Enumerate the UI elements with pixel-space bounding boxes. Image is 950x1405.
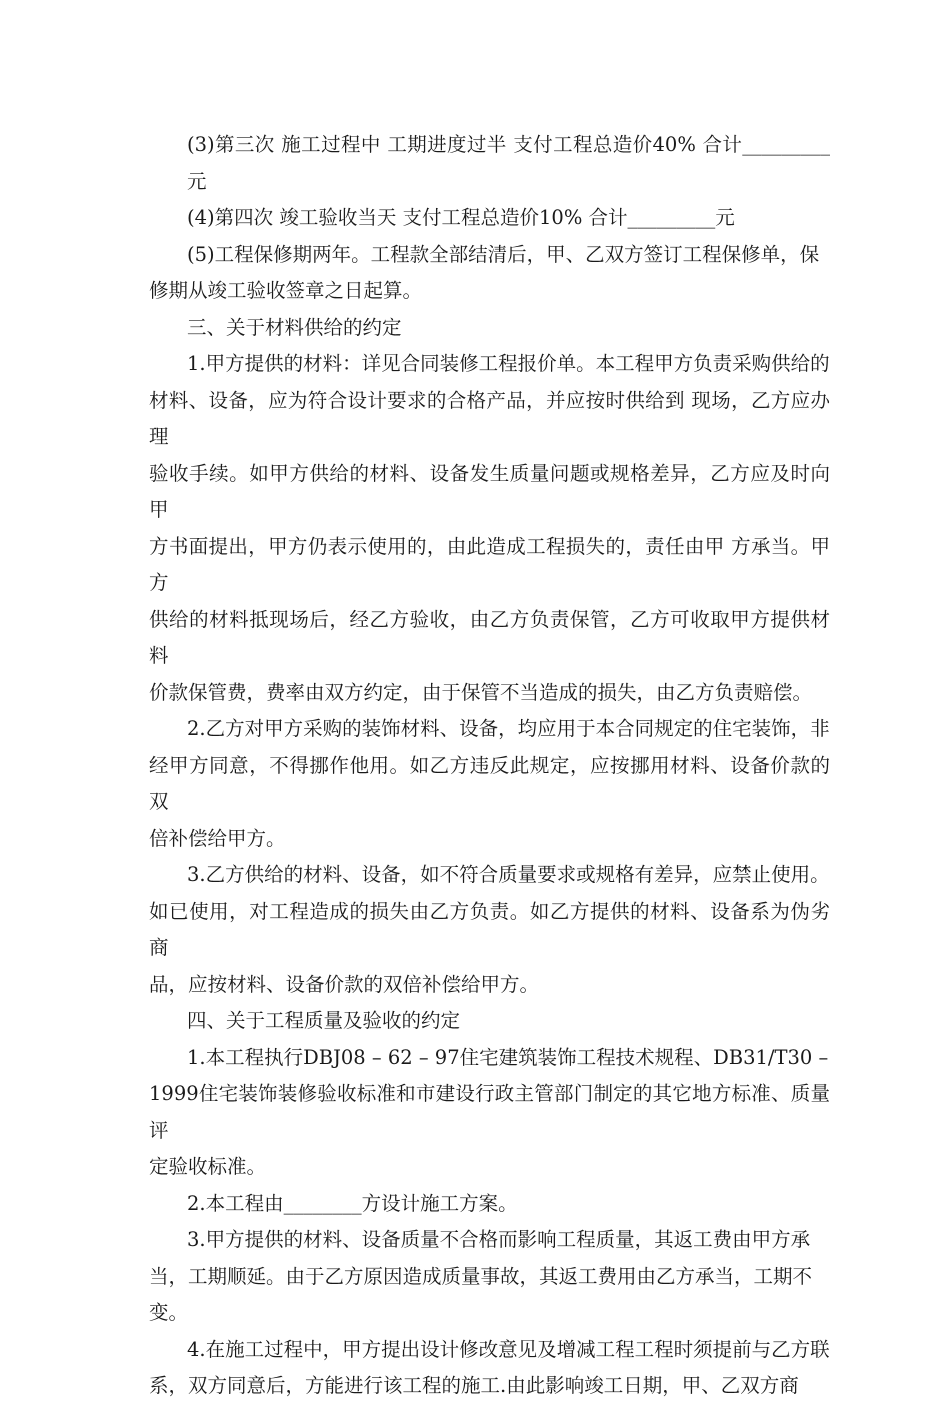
quality-clause-4-line-2: 系，双方同意后，方能进行该工程的施工.由此影响竣工日期，甲、乙双方商 — [149, 1374, 799, 1397]
materials-clause-1-line-4: 方书面提出，甲方仍表示使用的，由此造成工程损失的，责任由甲 方承当。甲方 — [149, 534, 830, 594]
materials-clause-1-line-6: 价款保管费，费率由双方约定，由于保管不当造成的损失，由乙方负责赔偿。 — [149, 680, 813, 704]
materials-clause-3-line-3: 品，应按材料、设备价款的双倍补偿给甲方。 — [149, 972, 540, 996]
document-body — [0, 127, 950, 1405]
materials-clause-1-line-2: 材料、设备，应为符合设计要求的合格产品，并应按时供给到 现场，乙方应办理 — [149, 388, 830, 448]
quality-clause-1-line-2: 1999住宅装饰装修验收标准和市建设行政主管部门制定的其它地方标准、质量评 — [149, 1082, 830, 1142]
materials-clause-1-line-5: 供给的材料抵现场后，经乙方验收，由乙方负责保管，乙方可收取甲方提供材料 — [149, 607, 830, 667]
section-heading-quality: 四、关于工程质量及验收的约定 — [187, 1009, 461, 1032]
quality-clause-1-line-3: 定验收标准。 — [149, 1155, 267, 1178]
materials-clause-3-line-2: 如已使用，对工程造成的损失由乙方负责。如乙方提供的材料、设备系为伪劣商 — [149, 899, 830, 959]
materials-clause-3-line-1: 3.乙方供给的材料、设备，如不符合质量要求或规格有差异，应禁止使用。 — [187, 863, 830, 886]
section-heading-materials: 三、关于材料供给的约定 — [187, 315, 402, 339]
quality-clause-3-line-1: 3.甲方提供的材料、设备质量不合格而影响工程质量，其返工费由甲方承 — [187, 1228, 811, 1251]
warranty-clause-line-2: 修期从竣工验收签章之日起算。 — [149, 279, 423, 302]
materials-clause-2-line-1: 2.乙方对甲方采购的装饰材料、设备，均应用于本合同规定的住宅装饰，非 — [187, 717, 830, 740]
payment-item-3: (3)第三次 施工过程中 工期进度过半 支付工程总造价40% 合计_________元 — [187, 133, 830, 193]
payment-item-4: (4)第四次 竣工验收当天 支付工程总造价10% 合计_________元 — [187, 206, 735, 229]
quality-clause-1-line-1: 1.本工程执行DBJ08 – 62 – 97住宅建筑装饰工程技术规程、DB31/T30 – — [187, 1045, 829, 1069]
quality-clause-2: 2.本工程由________方设计施工方案。 — [187, 1191, 518, 1215]
warranty-clause-line-1: (5)工程保修期两年。工程款全部结清后，甲、乙双方签订工程保修单，保 — [187, 242, 820, 266]
quality-clause-4-line-1: 4.在施工过程中，甲方提出设计修改意见及增减工程工程时须提前与乙方联 — [187, 1337, 830, 1361]
materials-clause-2-line-2: 经甲方同意，不得挪作他用。如乙方违反此规定，应按挪用材料、设备价款的双 — [149, 753, 830, 813]
materials-clause-2-line-3: 倍补偿给甲方。 — [149, 826, 286, 850]
materials-clause-1-line-1: 1.甲方提供的材料：详见合同装修工程报价单。本工程甲方负责采购供给的 — [187, 352, 830, 375]
quality-clause-3-line-3: 变。 — [149, 1301, 189, 1324]
quality-clause-3-line-2: 当，工期顺延。由于乙方原因造成质量事故，其返工费用由乙方承当，工期不 — [149, 1264, 813, 1288]
materials-clause-1-line-3: 验收手续。如甲方供给的材料、设备发生质量问题或规格差异，乙方应及时向甲 — [149, 461, 830, 521]
